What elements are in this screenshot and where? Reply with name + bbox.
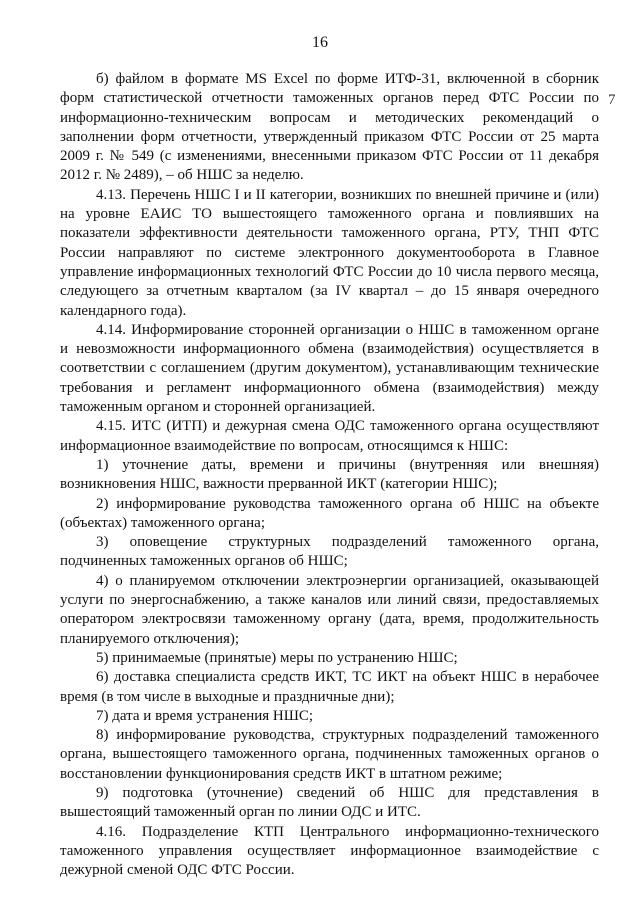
page-number: 16 (312, 34, 328, 51)
paragraph-4-14: 4.14. Информирование сторонней организации о НШС в таможенном органе и невозможности информационного обмена (взаимодействия) осуществляется в соответствии с соглашением (другим документом), устанавливающим технические требования и регламент информационного обмена (взаимодействия) между таможенным органом и сторонней организацией. (60, 321, 599, 416)
margin-handwritten-mark: 7 (608, 92, 616, 108)
list-item-8: 8) информирование руководства, структурных подразделений таможенного органа, вышестоящего таможенного органа, подчиненных таможенных органов о восстановлении функционирования средств ИКТ в штатном режиме; (60, 727, 599, 782)
paragraph-4-13: 4.13. Перечень НШС I и II категории, возникших по внешней причине и (или) на уровне ЕАИС ТО вышестоящего таможенного органа и повлиявших на показатели эффективности деятельности таможенного органа, РТУ, ТНП ФТС России направляют по системе электронного документооборота в Главное управление информационных технологий ФТС России до 10 числа первого месяца, следующего за отчетным кварталом (за IV квартал – до 15 января очередного календарного года). (60, 186, 599, 319)
list-item-4: 4) о планируемом отключении электроэнергии организацией, оказывающей услуги по энергоснабжению, а также каналов или линий связи, предоставляемых оператором электросвязи таможенному органу (дата, время, продолжительность планируемого отключения); (60, 572, 599, 647)
paragraph-4-16: 4.16. Подразделение КТП Центрального информационно-технического таможенного управления осуществляет информационное взаимодействие с дежурной сменой ОДС ФТС России. (60, 823, 599, 879)
list-item-9: 9) подготовка (уточнение) сведений об НШС для представления в вышестоящий таможенный орган по линии ОДС и ИТС. (60, 784, 599, 821)
paragraph-4-15: 4.15. ИТС (ИТП) и дежурная смена ОДС таможенного органа осуществляют информационное взаимодействие по вопросам, относящимся к НШС: (60, 418, 599, 454)
document-body (60, 70, 599, 880)
list-item-3: 3) оповещение структурных подразделений таможенного органа, подчиненных таможенных органов об НШС; (60, 534, 599, 570)
list-item-7: 7) дата и время устранения НШС; (96, 707, 314, 724)
list-item-6: 6) доставка специалиста средств ИКТ, ТС ИКТ на объект НШС в нерабочее время (в том числе в выходные и праздничные дни); (60, 669, 599, 705)
list-item-2: 2) информирование руководства таможенного органа об НШС на объекте (объектах) таможенного органа; (60, 495, 599, 531)
list-item-1: 1) уточнение даты, времени и причины (внутренняя или внешняя) возникновения НШС, важности прерванной ИКТ (категории НШС); (60, 456, 599, 493)
paragraph-b: б) файлом в формате MS Excel по форме ИТФ-31, включенной в сборник форм статистической отчетности таможенных органов перед ФТС России по информационно-техническим вопросам и методических рекомендаций о заполнении форм отчетности, утвержденный приказом ФТС России от 25 марта 2009 г. № 549 (с изменениями, внесенными приказом ФТС России от 11 декабря 2012 г. № 2489), – об НШС за неделю. (60, 71, 599, 184)
list-item-5: 5) принимаемые (принятые) меры по устранению НШС; (96, 649, 458, 666)
